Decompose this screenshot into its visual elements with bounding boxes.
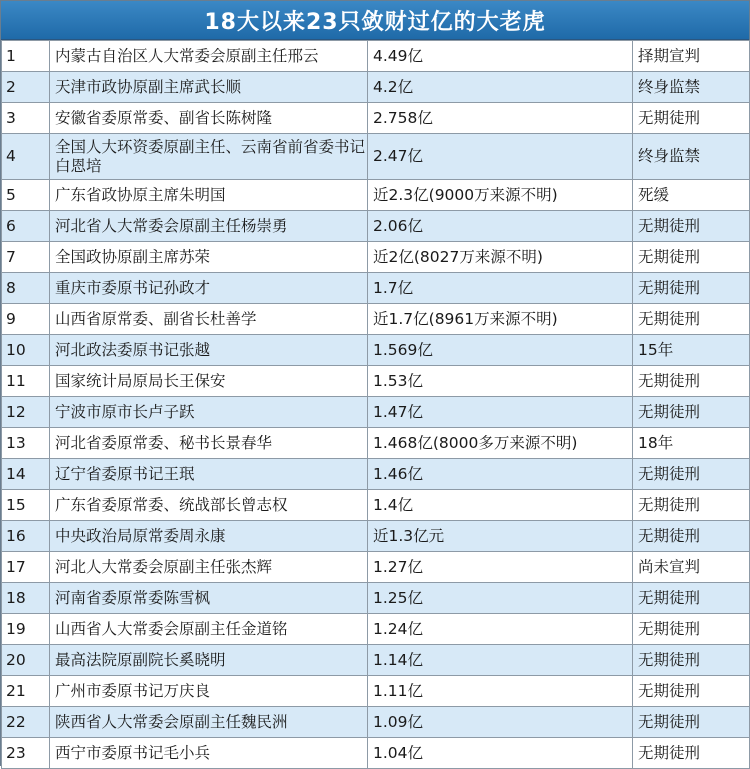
sentence-cell: 无期徒刑 xyxy=(633,583,750,614)
sentence-cell: 死缓 xyxy=(633,180,750,211)
amount-cell: 1.7亿 xyxy=(368,273,633,304)
name-cell: 宁波市原市长卢子跃 xyxy=(50,397,368,428)
name-cell: 最高法院原副院长奚晓明 xyxy=(50,645,368,676)
rank-cell: 7 xyxy=(2,242,50,273)
name-cell: 中央政治局原常委周永康 xyxy=(50,521,368,552)
amount-cell: 近2亿(8027万来源不明) xyxy=(368,242,633,273)
table-row xyxy=(2,676,750,707)
table-row xyxy=(2,211,750,242)
amount-cell: 1.04亿 xyxy=(368,738,633,769)
rank-cell: 16 xyxy=(2,521,50,552)
rank-cell: 23 xyxy=(2,738,50,769)
rank-cell: 18 xyxy=(2,583,50,614)
sentence-cell: 终身监禁 xyxy=(633,134,750,180)
table-row xyxy=(2,614,750,645)
table-row xyxy=(2,738,750,769)
sentence-cell: 无期徒刑 xyxy=(633,397,750,428)
table-row xyxy=(2,134,750,180)
table-row xyxy=(2,459,750,490)
name-cell: 国家统计局原局长王保安 xyxy=(50,366,368,397)
name-cell: 全国政协原副主席苏荣 xyxy=(50,242,368,273)
sentence-cell: 尚未宣判 xyxy=(633,552,750,583)
amount-cell: 4.2亿 xyxy=(368,72,633,103)
amount-cell: 2.47亿 xyxy=(368,134,633,180)
rank-cell: 3 xyxy=(2,103,50,134)
sentence-cell: 无期徒刑 xyxy=(633,676,750,707)
amount-cell: 1.53亿 xyxy=(368,366,633,397)
table-row xyxy=(2,552,750,583)
amount-cell: 1.47亿 xyxy=(368,397,633,428)
name-cell: 广东省政协原主席朱明国 xyxy=(50,180,368,211)
name-cell: 西宁市委原书记毛小兵 xyxy=(50,738,368,769)
amount-cell: 近1.3亿元 xyxy=(368,521,633,552)
amount-cell: 4.49亿 xyxy=(368,41,633,72)
table-row xyxy=(2,366,750,397)
sentence-cell: 无期徒刑 xyxy=(633,242,750,273)
rank-cell: 5 xyxy=(2,180,50,211)
sentence-cell: 无期徒刑 xyxy=(633,738,750,769)
rank-cell: 12 xyxy=(2,397,50,428)
sentence-cell: 无期徒刑 xyxy=(633,366,750,397)
name-cell: 重庆市委原书记孙政才 xyxy=(50,273,368,304)
name-cell: 安徽省委原常委、副省长陈树隆 xyxy=(50,103,368,134)
rank-cell: 6 xyxy=(2,211,50,242)
amount-cell: 2.06亿 xyxy=(368,211,633,242)
table-row xyxy=(2,273,750,304)
amount-cell: 1.27亿 xyxy=(368,552,633,583)
table-row xyxy=(2,645,750,676)
name-cell: 河北省人大常委会原副主任杨崇勇 xyxy=(50,211,368,242)
name-cell: 天津市政协原副主席武长顺 xyxy=(50,72,368,103)
name-cell: 全国人大环资委原副主任、云南省前省委书记白恩培 xyxy=(50,134,368,180)
table-row xyxy=(2,304,750,335)
amount-cell: 1.11亿 xyxy=(368,676,633,707)
rank-cell: 11 xyxy=(2,366,50,397)
table-row xyxy=(2,103,750,134)
rank-cell: 20 xyxy=(2,645,50,676)
rank-cell: 4 xyxy=(2,134,50,180)
table-row xyxy=(2,707,750,738)
sentence-cell: 无期徒刑 xyxy=(633,490,750,521)
sentence-cell: 无期徒刑 xyxy=(633,707,750,738)
table-row xyxy=(2,397,750,428)
name-cell: 陕西省人大常委会原副主任魏民洲 xyxy=(50,707,368,738)
name-cell: 河南省委原常委陈雪枫 xyxy=(50,583,368,614)
rank-cell: 21 xyxy=(2,676,50,707)
sentence-cell: 择期宣判 xyxy=(633,41,750,72)
sentence-cell: 无期徒刑 xyxy=(633,645,750,676)
table-row xyxy=(2,335,750,366)
table-row xyxy=(2,428,750,459)
amount-cell: 1.09亿 xyxy=(368,707,633,738)
name-cell: 广东省委原常委、统战部长曾志权 xyxy=(50,490,368,521)
table-body xyxy=(2,41,750,769)
rank-cell: 9 xyxy=(2,304,50,335)
tigers-table xyxy=(1,40,750,769)
amount-cell: 1.46亿 xyxy=(368,459,633,490)
amount-cell: 2.758亿 xyxy=(368,103,633,134)
sentence-cell: 无期徒刑 xyxy=(633,614,750,645)
name-cell: 山西省原常委、副省长杜善学 xyxy=(50,304,368,335)
rank-cell: 10 xyxy=(2,335,50,366)
table-row xyxy=(2,41,750,72)
table-row xyxy=(2,242,750,273)
table-title: 18大以来23只敛财过亿的大老虎 xyxy=(1,1,749,40)
table-row xyxy=(2,583,750,614)
name-cell: 河北省委原常委、秘书长景春华 xyxy=(50,428,368,459)
amount-cell: 1.25亿 xyxy=(368,583,633,614)
rank-cell: 13 xyxy=(2,428,50,459)
sentence-cell: 无期徒刑 xyxy=(633,103,750,134)
table-row xyxy=(2,72,750,103)
amount-cell: 1.569亿 xyxy=(368,335,633,366)
rank-cell: 22 xyxy=(2,707,50,738)
amount-cell: 近2.3亿(9000万来源不明) xyxy=(368,180,633,211)
amount-cell: 近1.7亿(8961万来源不明) xyxy=(368,304,633,335)
table-row xyxy=(2,521,750,552)
sentence-cell: 终身监禁 xyxy=(633,72,750,103)
rank-cell: 15 xyxy=(2,490,50,521)
name-cell: 山西省人大常委会原副主任金道铭 xyxy=(50,614,368,645)
name-cell: 广州市委原书记万庆良 xyxy=(50,676,368,707)
sentence-cell: 无期徒刑 xyxy=(633,304,750,335)
sentence-cell: 18年 xyxy=(633,428,750,459)
name-cell: 河北政法委原书记张越 xyxy=(50,335,368,366)
amount-cell: 1.14亿 xyxy=(368,645,633,676)
table-row xyxy=(2,490,750,521)
sentence-cell: 无期徒刑 xyxy=(633,273,750,304)
amount-cell: 1.4亿 xyxy=(368,490,633,521)
rank-cell: 2 xyxy=(2,72,50,103)
name-cell: 内蒙古自治区人大常委会原副主任邢云 xyxy=(50,41,368,72)
name-cell: 辽宁省委原书记王珉 xyxy=(50,459,368,490)
rank-cell: 19 xyxy=(2,614,50,645)
rank-cell: 17 xyxy=(2,552,50,583)
rank-cell: 8 xyxy=(2,273,50,304)
sentence-cell: 无期徒刑 xyxy=(633,459,750,490)
rank-cell: 1 xyxy=(2,41,50,72)
table-row xyxy=(2,180,750,211)
amount-cell: 1.24亿 xyxy=(368,614,633,645)
sentence-cell: 无期徒刑 xyxy=(633,211,750,242)
amount-cell: 1.468亿(8000多万来源不明) xyxy=(368,428,633,459)
name-cell: 河北人大常委会原副主任张杰辉 xyxy=(50,552,368,583)
rank-cell: 14 xyxy=(2,459,50,490)
sentence-cell: 无期徒刑 xyxy=(633,521,750,552)
sentence-cell: 15年 xyxy=(633,335,750,366)
